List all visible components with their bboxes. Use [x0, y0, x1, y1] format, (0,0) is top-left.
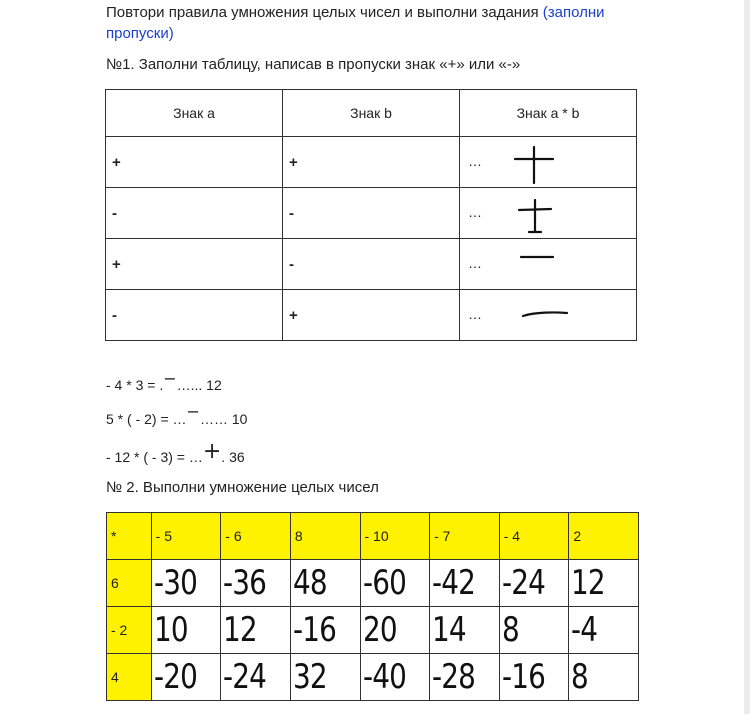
handwritten-minus-mark [505, 241, 565, 287]
multiplication-row [107, 654, 639, 701]
column-header: - 7 [430, 513, 500, 560]
sign-row [106, 137, 637, 188]
example-expression: - 12 * ( - 3) = [106, 449, 189, 465]
example-line [106, 402, 248, 428]
handwritten-plus-mark [505, 139, 565, 185]
handwritten-answer: -60 [362, 563, 406, 603]
handwritten-answer: -20 [153, 657, 197, 697]
sign-a: - [112, 306, 117, 324]
dots: … [468, 152, 483, 169]
handwritten-answer: -16 [501, 657, 545, 697]
answer-cell[interactable] [290, 654, 360, 701]
answer-cell[interactable] [151, 607, 221, 654]
answer-cell[interactable] [221, 560, 291, 607]
sign-a: + [112, 153, 121, 171]
handwritten-answer: -28 [432, 657, 476, 697]
sign-answer-cell[interactable] [460, 290, 637, 341]
row-header: 4 [107, 654, 152, 701]
sign-answer-cell[interactable] [460, 137, 637, 188]
handwritten-answer: 8 [501, 610, 519, 650]
handwritten-answer: 8 [571, 657, 589, 697]
example-expression: - 4 * 3 = [106, 377, 160, 393]
header-sign-a: Знак a [106, 90, 283, 137]
example-line [106, 439, 245, 468]
answer-cell[interactable] [360, 607, 430, 654]
intro-text [106, 2, 626, 44]
handwritten-answer: -4 [571, 610, 598, 650]
handwritten-answer: -16 [292, 610, 336, 650]
header-sign-ab: Знак a * b [460, 90, 637, 137]
column-header: 2 [569, 513, 639, 560]
sign-table [105, 89, 637, 341]
dots: … [468, 203, 483, 220]
answer-cell[interactable] [499, 560, 569, 607]
handwritten-answer: -24 [223, 657, 267, 697]
sign-answer-cell[interactable] [460, 239, 637, 290]
example-result: …… 10 [199, 411, 248, 427]
handwritten-answer: 12 [223, 610, 258, 650]
column-header: - 6 [221, 513, 291, 560]
row-header: - 2 [107, 607, 152, 654]
answer-cell[interactable] [430, 607, 500, 654]
sign-b: - [289, 255, 294, 273]
task2-title: № 2. Выполни умножение целых чисел [106, 479, 379, 496]
column-header: - 10 [360, 513, 430, 560]
sign-table-header [106, 90, 637, 137]
answer-cell[interactable] [569, 654, 639, 701]
handwritten-answer: -40 [362, 657, 406, 697]
multiplication-row [107, 607, 639, 654]
page-edge-shadow [744, 0, 750, 714]
multiplication-header-row [107, 513, 639, 560]
sign-row [106, 290, 637, 341]
handwritten-answer: 32 [292, 657, 327, 697]
sign-answer-cell[interactable] [460, 188, 637, 239]
handwritten-answer: 12 [571, 563, 606, 603]
example-result: …... 12 [176, 377, 222, 393]
multiplication-table [106, 512, 639, 701]
answer-cell[interactable] [569, 560, 639, 607]
example-result: . 36 [221, 449, 245, 465]
sign-a: - [112, 204, 117, 222]
handwritten-answer: 20 [362, 610, 397, 650]
dots: … [468, 254, 483, 271]
answer-cell[interactable] [151, 654, 221, 701]
column-header: - 4 [499, 513, 569, 560]
handwritten-answer[interactable]: − [186, 402, 200, 421]
intro-tail: ) [168, 25, 174, 42]
example-dots: . [159, 377, 164, 393]
row-header: 6 [107, 560, 152, 607]
example-dots: … [172, 411, 187, 427]
handwritten-answer: -42 [432, 563, 476, 603]
sign-row [106, 239, 637, 290]
handwritten-answer[interactable]: + [202, 439, 222, 464]
answer-cell[interactable] [569, 607, 639, 654]
answer-cell[interactable] [499, 607, 569, 654]
answer-cell[interactable] [430, 560, 500, 607]
answer-cell[interactable] [290, 607, 360, 654]
column-header: - 5 [151, 513, 221, 560]
answer-cell[interactable] [151, 560, 221, 607]
handwritten-plus-mark [505, 190, 565, 236]
sign-b: + [289, 306, 298, 324]
sign-row [106, 188, 637, 239]
sign-b: - [289, 204, 294, 222]
header-sign-b: Знак b [283, 90, 460, 137]
handwritten-answer: -36 [223, 563, 267, 603]
answer-cell[interactable] [430, 654, 500, 701]
intro-main: Повтори правила умножения целых чисел и выполни задания [106, 4, 543, 21]
handwritten-answer: 10 [153, 610, 188, 650]
answer-cell[interactable] [221, 607, 291, 654]
intro-highlight: (заполни пропуски [106, 4, 605, 42]
answer-cell[interactable] [360, 654, 430, 701]
sign-a: + [112, 255, 121, 273]
example-dots: … [188, 449, 203, 465]
handwritten-answer: -30 [153, 563, 197, 603]
answer-cell[interactable] [290, 560, 360, 607]
handwritten-answer[interactable]: − [163, 369, 177, 388]
example-expression: 5 * ( - 2) = [106, 411, 173, 427]
multiplication-row [107, 560, 639, 607]
column-header: 8 [290, 513, 360, 560]
handwritten-minus-mark [505, 292, 575, 338]
answer-cell[interactable] [221, 654, 291, 701]
handwritten-answer: 14 [432, 610, 466, 650]
handwritten-answer: -24 [501, 563, 545, 603]
corner-cell: * [107, 513, 152, 560]
sign-b: + [289, 153, 298, 171]
dots: … [468, 305, 483, 322]
answer-cell[interactable] [360, 560, 430, 607]
handwritten-answer: 48 [292, 563, 327, 603]
example-line [106, 369, 222, 394]
answer-cell[interactable] [499, 654, 569, 701]
task1-title: №1. Заполни таблицу, написав в пропуски знак «+» или «-» [106, 56, 521, 73]
